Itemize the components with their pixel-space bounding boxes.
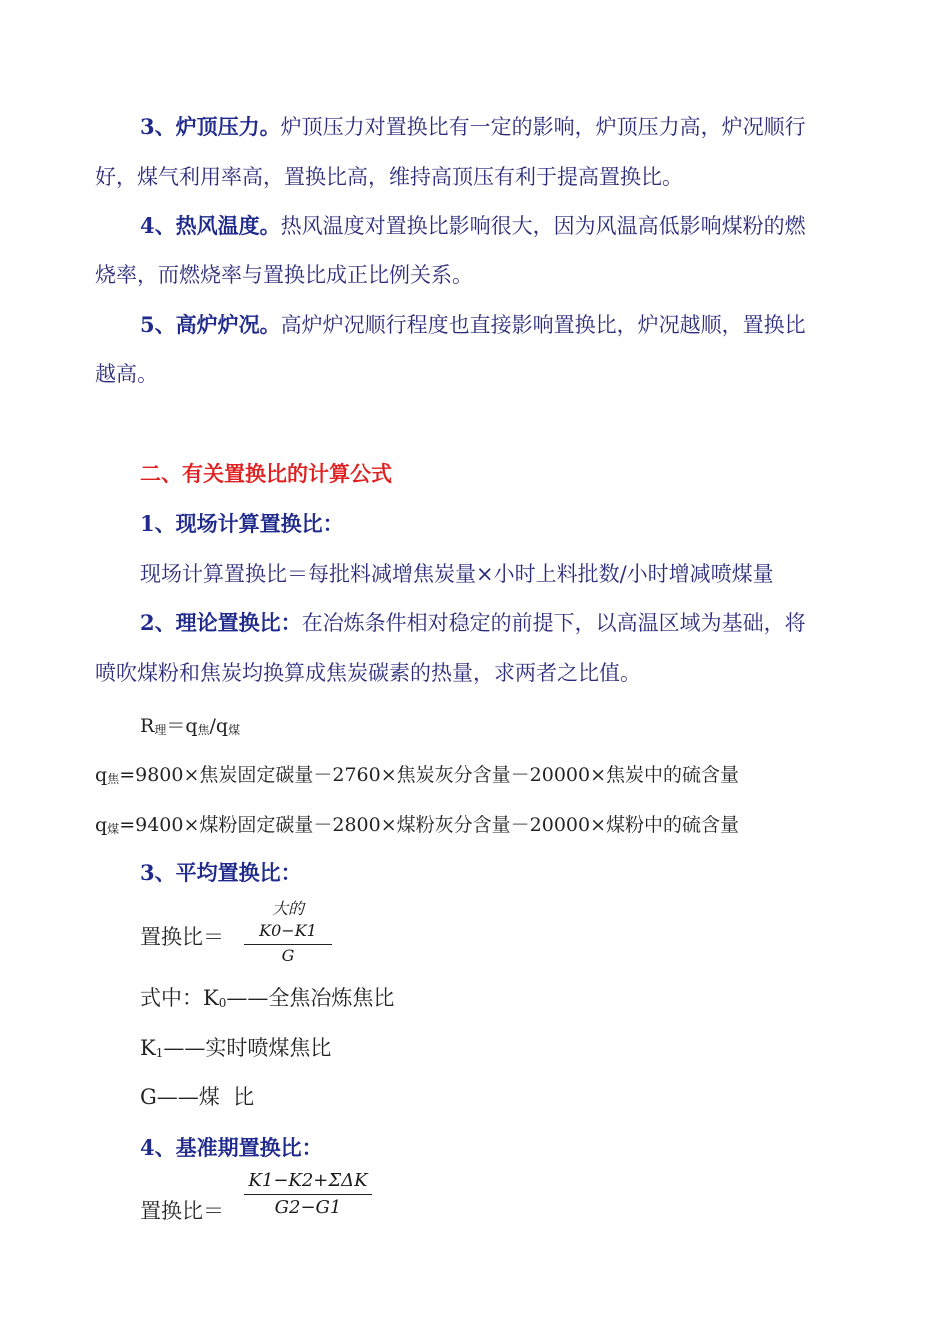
sub3-heading: 3、平均置换比： [140,860,302,885]
sub2-line1 [140,609,806,637]
item3-text: 炉顶压力对置换比有一定的影响，炉顶压力高，炉况顺行 [280,115,806,139]
sub4-denominator: G2−G1 [274,1197,342,1218]
q-coke-formula [95,761,739,793]
sub3-fraction [244,898,332,965]
q-coal-formula [95,811,739,843]
q-coke-symbol: q [95,764,108,786]
q-coal-rest: =9400×煤粉固定碳量－2800×煤粉灰分含量－20000×煤粉中的硫含量 [119,814,740,836]
q-coal-symbol: q [95,814,108,836]
def-k1 [140,1034,331,1067]
def-k0-prefix: 式中：K [140,986,219,1010]
item4-line1 [140,212,806,240]
sub4-fraction [244,1170,372,1219]
item3-line2: 好，煤气利用率高，置换比高，维持高顶压有利于提高置换比。 [95,165,683,189]
item5-text: 高炉炉况顺行程度也直接影响置换比，炉况越顺，置换比 [280,313,806,337]
q-coal-sub: 煤 [107,822,120,836]
sub1-heading: 1、现场计算置换比： [140,511,344,536]
sub3-fraction-bar [244,944,332,945]
sub4-numerator: K1−K2+ΣΔK [248,1170,368,1191]
r-slash: /q [209,715,229,737]
item5-line1 [140,311,806,339]
r-formula [140,712,240,744]
sub4-heading: 4、基准期置换比： [140,1135,323,1160]
item3-heading: 3、炉顶压力。 [140,114,281,139]
def-k0-sub: 0 [218,996,227,1010]
item4-heading: 4、热风温度。 [140,213,281,238]
r-symbol: R [140,715,155,737]
sub2-heading: 2、理论置换比： [140,610,302,635]
sub3-denominator: G [281,946,295,965]
q1-sub: 焦 [197,723,210,737]
def-k0-text: ——全焦冶炼焦比 [226,986,395,1010]
def-k1-sub: 1 [155,1046,164,1060]
item3-line1 [140,113,806,141]
def-g: G——煤 比 [140,1085,255,1109]
def-k1-prefix: K [140,1036,156,1060]
sub1-formula: 现场计算置换比＝每批料减增焦炭量×小时上料批数/小时增减喷煤量 [140,562,774,586]
item4-text: 热风温度对置换比影响很大，因为风温高低影响煤粉的燃 [280,214,806,238]
q-coke-sub: 焦 [107,772,120,786]
def-k1-text: ——实时喷煤焦比 [163,1036,332,1060]
item4-line2: 烧率，而燃烧率与置换比成正比例关系。 [95,263,473,287]
sub3-numerator: 大的K0−K1 [259,899,317,940]
sub3-lhs: 置换比＝ [140,925,224,949]
item5-line2: 越高。 [95,362,158,386]
item5-heading: 5、高炉炉况。 [140,312,281,337]
q-coke-rest: =9800×焦炭固定碳量－2760×焦炭灰分含量－20000×焦炭中的硫含量 [119,764,740,786]
r-sub: 理 [154,723,167,737]
sub4-fraction-bar [244,1194,372,1195]
sub2-line2: 喷吹煤粉和焦炭均换算成焦炭碳素的热量，求两者之比值。 [95,661,641,685]
q2-sub: 煤 [228,723,241,737]
r-eq: ＝q [166,715,198,737]
section2-title: 二、有关置换比的计算公式 [140,461,392,486]
def-k0 [140,984,394,1017]
sub2-text: 在冶炼条件相对稳定的前提下，以高温区域为基础，将 [301,611,806,635]
sub4-lhs: 置换比＝ [140,1199,224,1223]
